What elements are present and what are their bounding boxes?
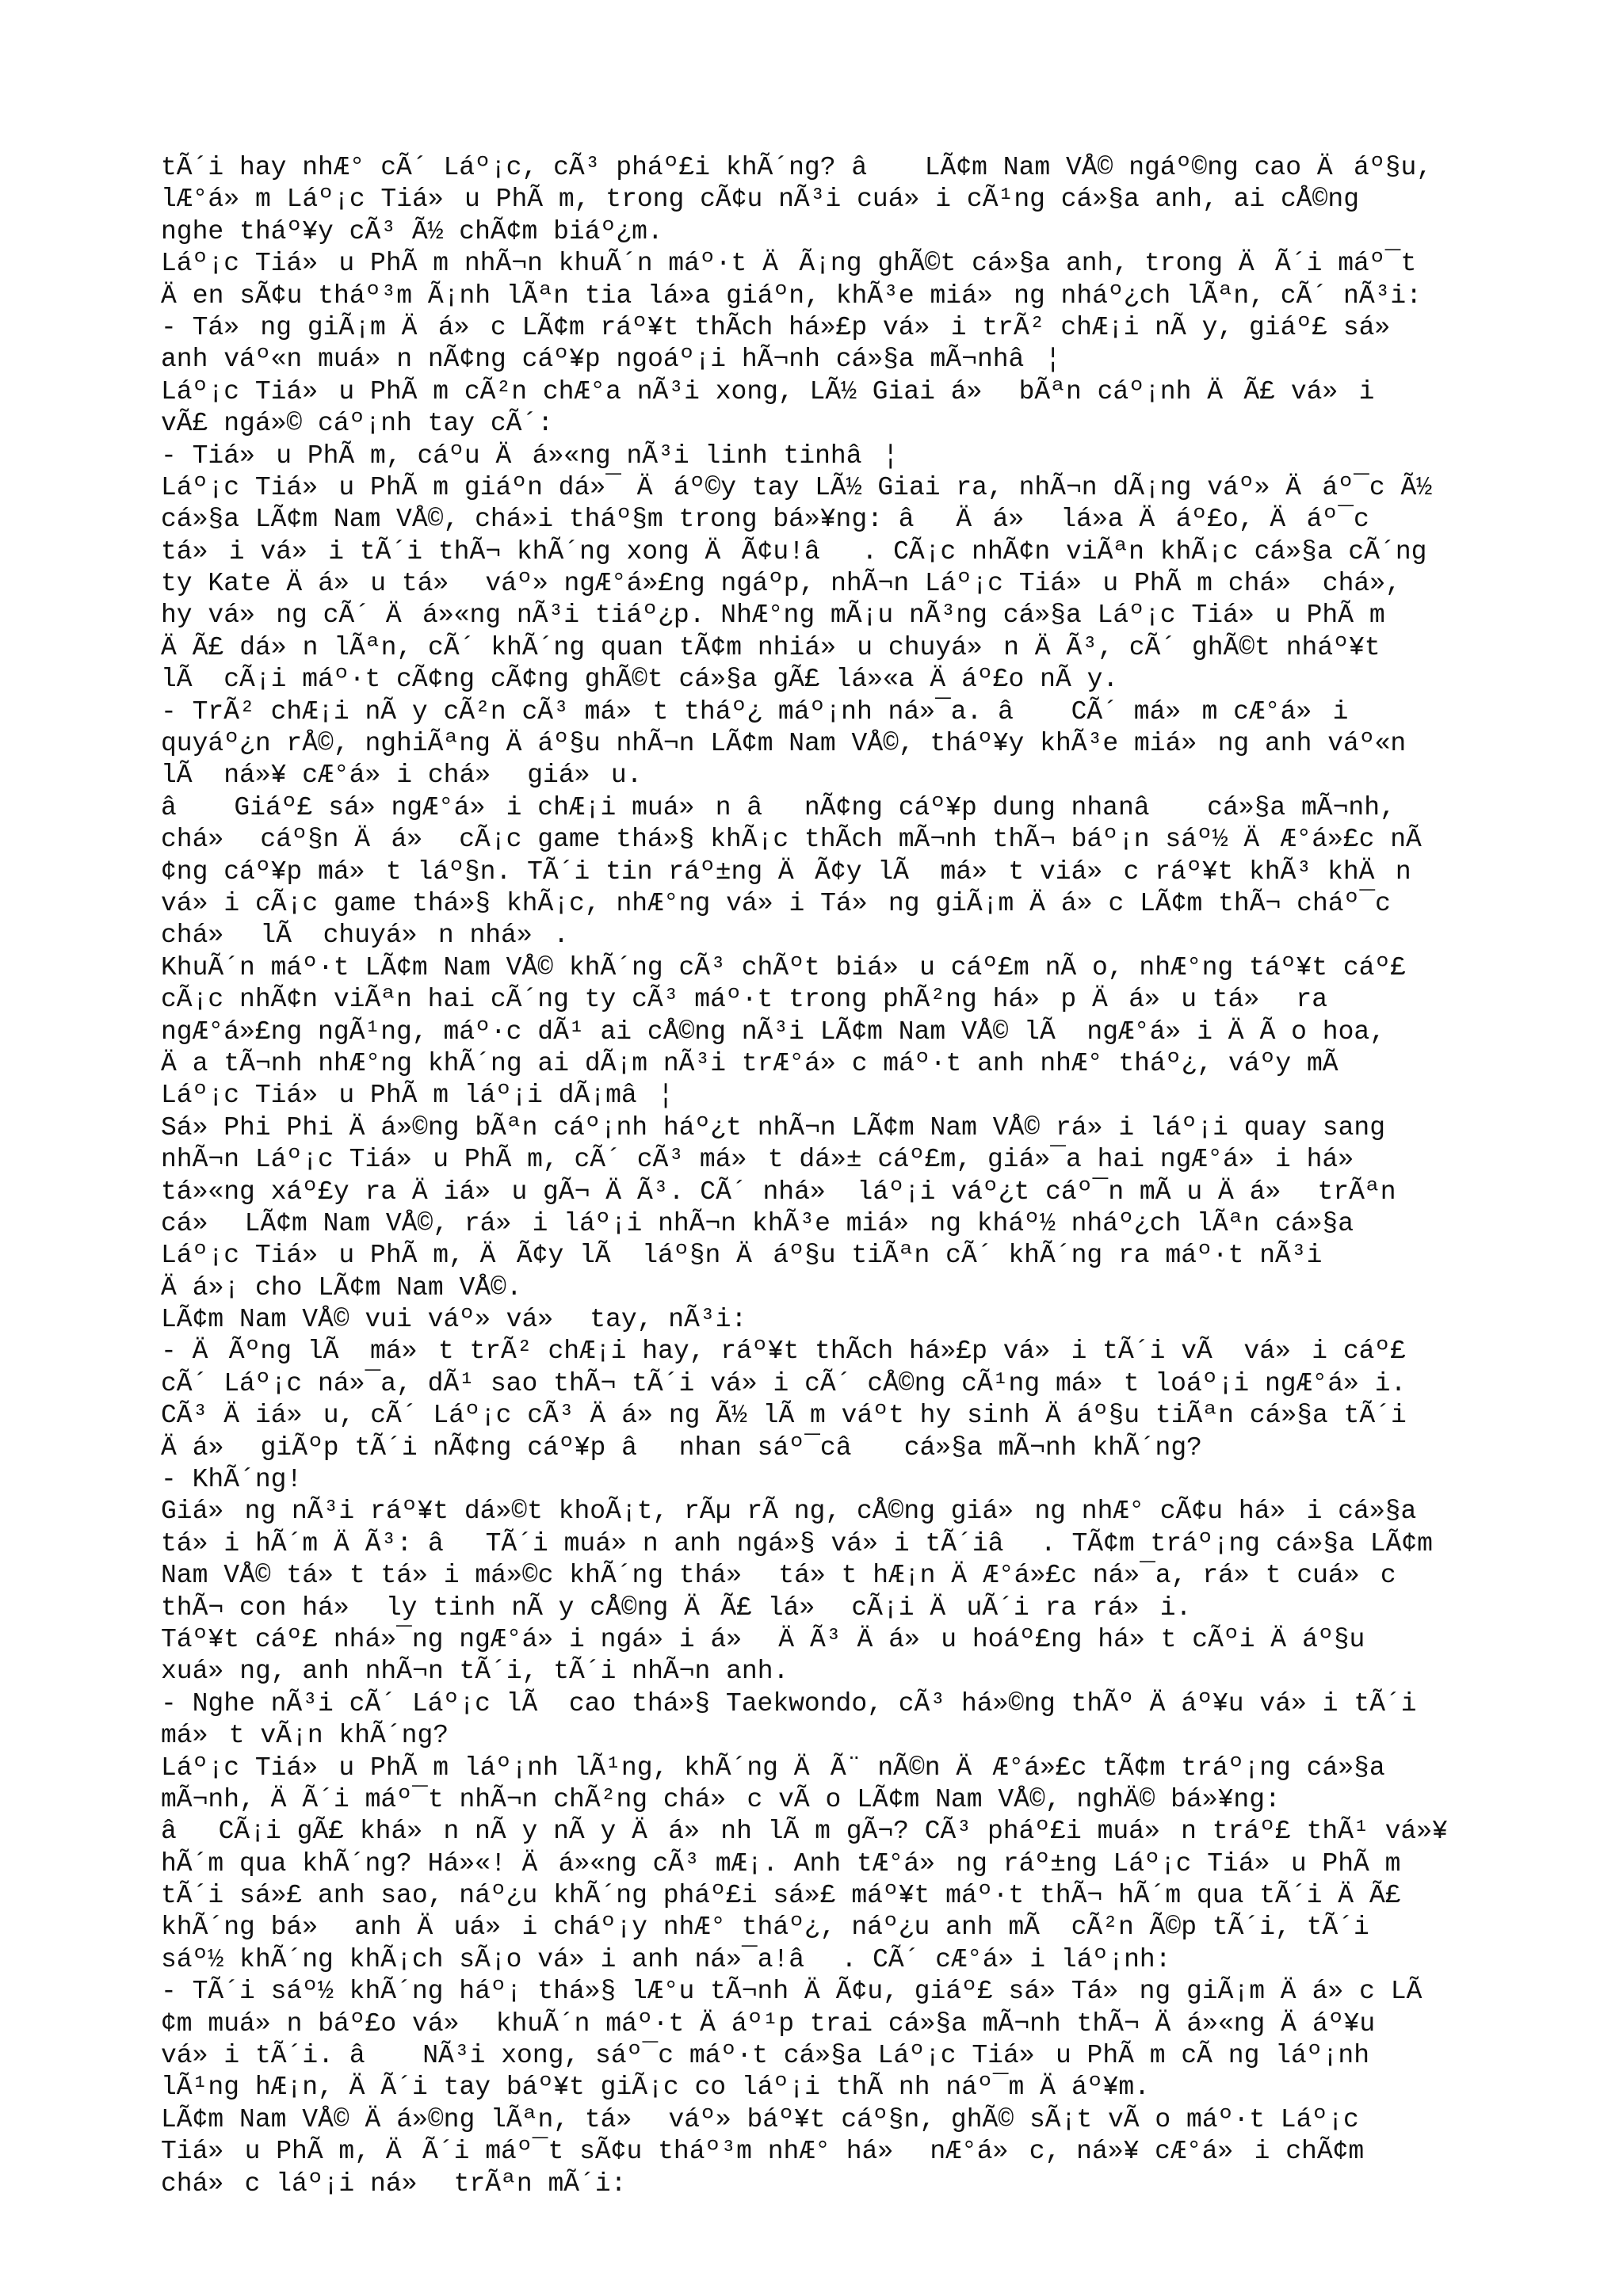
- text-line: - TrÃ² chÆ¡i nÃ y cÃ²n cÃ³ má»t tháº¿ máº¡nh ná»¯a. â CÃ´ má»m cÆ°á»i: [161, 696, 1349, 727]
- text-line: - Tá»ng giÃ¡m Äá»c LÃ¢m ráº¥t thÃch há»£p vá»i trÃ² chÆ¡i nÃ y, giáº£ sá»: [161, 312, 1391, 342]
- document-page: [161, 152, 1468, 2200]
- text-line: thÃ¬ con há» ly tinh nÃ y cÅ©ng ÄÃ£ lá» cÃ¡i ÄuÃ´i ra rá»i.: [161, 1592, 1192, 1623]
- text-line: nhÃ¬n Láº¡c Tiá»u PhÃ m, cÃ´ cÃ³ má»t dá»± cáº£m, giá»¯a hai ngÆ°á»i há»: [161, 1145, 1375, 1175]
- text-line: Láº¡c Tiá»u PhÃ m láº¡nh lÃ¹ng, khÃ´ng ÄÃ¨ nÃ©n ÄÆ°á»£c tÃ¢m tráº¡ng cá»§a: [161, 1753, 1385, 1783]
- text-line: vá»i cÃ¡c game thá»§ khÃ¡c, nhÆ°ng vá»i Tá»ng giÃ¡m Äá»c LÃ¢m thÃ¬ cháº¯c: [161, 888, 1391, 918]
- text-line: lÃ cÃ¡i máº·t cÃ¢ng cÃ¢ng ghÃ©t cá»§a gÃ£ lá»«a Äáº£o nÃ y.: [161, 665, 1119, 695]
- text-line: lÃ ná»¥ cÆ°á»i chá» giá» u.: [161, 761, 643, 791]
- text-line: ¢m muá»n báº£o vá» khuÃ´n máº·t Äáº¹p trai cá»§a mÃ¬nh thÃ¬ Äá»«ng Äáº¥u: [161, 2008, 1376, 2039]
- text-line: - Tiá»u PhÃ m, cáºu Äá»«ng nÃ³i linh tinhâ¦: [161, 441, 899, 471]
- text-line: â Giáº£ sá» ngÆ°á»i chÆ¡i muá»n ânÃ¢ng cáº¥p dung nhanâ cá»§a mÃ¬nh,: [161, 792, 1396, 822]
- text-line: Äa tÃ¬nh nhÆ°ng khÃ´ng ai dÃ¡m nÃ³i trÆ°á»c máº·t anh nhÆ° tháº¿, váºy mÃ: [161, 1048, 1338, 1078]
- text-line: khÃ´ng bá» anh Äuá»i cháº¡y nhÆ° tháº¿, náº¿u anh mÃ cÃ²n Ã©p tÃ´i, tÃ´i: [161, 1913, 1369, 1943]
- text-line: cá» LÃ¢m Nam VÅ©, rá»i láº¡i nhÃ¬n khÃ³e miá»ng kháº½ nháº¿ch lÃªn cá»§a: [161, 1208, 1354, 1238]
- text-line: - KhÃ´ng!: [161, 1465, 303, 1495]
- text-line: LÃ¢m Nam VÅ© vui váº» vá» tay, nÃ³i:: [161, 1305, 747, 1335]
- text-line: tá»i hÃ´m ÄÃ³: âTÃ´i muá»n anh ngá»§ vá»i tÃ´iâ. TÃ¢m tráº¡ng cá»§a LÃ¢m: [161, 1528, 1433, 1558]
- text-line: âCÃ¡i gÃ£ khá»n nÃ y nÃ y Äá»nh lÃ m gÃ¬? CÃ³ pháº£i muá»n tráº£ thÃ¹ vá»¥: [161, 1817, 1448, 1847]
- text-line: vá»i tÃ´i. â NÃ³i xong, sáº¯c máº·t cá»§a Láº¡c Tiá»u PhÃ m cÃ ng láº¡nh: [161, 2041, 1370, 2071]
- text-line: lÆ°á»m Láº¡c Tiá»u PhÃ m, trong cÃ¢u nÃ³i cuá»i cÃ¹ng cá»§a anh, ai cÅ©ng: [161, 185, 1359, 215]
- text-line: chá» lÃ chuyá»n nhá».: [161, 921, 569, 951]
- text-line: - TÃ´i sáº½ khÃ´ng háº¡ thá»§ lÆ°u tÃ¬nh ÄÃ¢u, giáº£ sá» Tá»ng giÃ¡m Äá»c LÃ: [161, 1977, 1423, 2007]
- text-line: cÃ¡c nhÃ¢n viÃªn hai cÃ´ng ty cÃ³ máº·t trong phÃ²ng há»p Äá»u tá» ra: [161, 985, 1328, 1015]
- text-line: hy vá»ng cÃ´ Äá»«ng nÃ³i tiáº¿p. NhÆ°ng mÃ¡u nÃ³ng cá»§a Láº¡c Tiá»u PhÃ m: [161, 601, 1385, 631]
- text-line: tÃ´i hay nhÆ° cÃ´ Láº¡c, cÃ³ pháº£i khÃ´ng? â LÃ¢m Nam VÅ© ngáº©ng cao Äáº§u,: [161, 153, 1433, 182]
- text-line: tá»i vá»i tÃ´i thÃ¬ khÃ´ng xong ÄÃ¢u!â. CÃ¡c nhÃ¢n viÃªn khÃ¡c cá»§a cÃ´ng: [161, 536, 1427, 566]
- text-line: sáº½ khÃ´ng khÃ¡ch sÃ¡o vá»i anh ná»¯a!â. CÃ´ cÆ°á»i láº¡nh:: [161, 1944, 1171, 1974]
- text-line: Láº¡c Tiá»u PhÃ m, ÄÃ¢y lÃ láº§n Äáº§u tiÃªn cÃ´ khÃ´ng ra máº·t nÃ³i: [161, 1241, 1323, 1271]
- text-line: cá»§a LÃ¢m Nam VÅ©, chá»i tháº§m trong bá»¥ng: âÄá» lá»a Äáº£o, Äáº¯c: [161, 505, 1369, 535]
- text-line: nghe tháº¥y cÃ³ Ã½ chÃ¢m biáº¿m.: [161, 216, 663, 246]
- text-line: Táº¥t cáº£ nhá»¯ng ngÆ°á»i ngá»i á» ÄÃ³ Äá»u hoáº£ng há»t cÃºi Äáº§u: [161, 1624, 1365, 1654]
- text-line: chá»c láº¡i ná» trÃªn mÃ´i:: [161, 2168, 627, 2199]
- text-line: xuá»ng, anh nhÃ¬n tÃ´i, tÃ´i nhÃ¬n anh.: [161, 1657, 789, 1687]
- text-line: chá» cáº§n Äá» cÃ¡c game thá»§ khÃ¡c thÃch mÃ¬nh thÃ¬ báº¡n sáº½ ÄÆ°á»£c nÃ: [161, 825, 1422, 855]
- text-line: ngÆ°á»£ng ngÃ¹ng, máº·c dÃ¹ ai cÅ©ng nÃ³i LÃ¢m Nam VÅ© lÃ ngÆ°á»i ÄÃ o hoa,: [161, 1016, 1386, 1047]
- text-line: ty Kate Äá»u tá» váº» ngÆ°á»£ng ngáºp, nhÃ¬n Láº¡c Tiá»u PhÃ m chá» chá»,: [161, 569, 1401, 599]
- text-line: Tiá»u PhÃ m, ÄÃ´i máº¯t sÃ¢u tháº³m nhÆ° há» nÆ°á»c, ná»¥ cÆ°á»i chÃ¢m: [161, 2137, 1365, 2167]
- text-line: KhuÃ´n máº·t LÃ¢m Nam VÅ© khÃ´ng cÃ³ chÃºt biá»u cáº£m nÃ o, nhÆ°ng táº¥t cáº£: [161, 952, 1407, 982]
- text-line: CÃ³ Äiá»u, cÃ´ Láº¡c cÃ³ Äá»ng Ã½ lÃ m váºt hy sinh Äáº§u tiÃªn cá»§a tÃ´i: [161, 1401, 1407, 1431]
- text-line: Sá» Phi Phi Äá»©ng bÃªn cáº¡nh háº¿t nhÃ¬n LÃ¢m Nam VÅ© rá»i láº¡i quay sang: [161, 1112, 1386, 1142]
- text-line: Äá»¡ cho LÃ¢m Nam VÅ©.: [161, 1272, 522, 1302]
- text-line: ÄÃ£ dá»n lÃªn, cÃ´ khÃ´ng quan tÃ¢m nhiá»u chuyá»n ÄÃ³, cÃ´ ghÃ©t nháº¥t: [161, 632, 1381, 662]
- text-line: cÃ´ Láº¡c ná»¯a, dÃ¹ sao thÃ¬ tÃ´i vá»i cÃ´ cÅ©ng cÃ¹ng má»t loáº¡i ngÆ°á»i.: [161, 1368, 1407, 1398]
- text-line: mÃ¬nh, ÄÃ´i máº¯t nhÃ¬n chÃ²ng chá»c vÃ o LÃ¢m Nam VÅ©, nghÄ© bá»¥ng:: [161, 1784, 1281, 1814]
- text-line: - Nghe nÃ³i cÃ´ Láº¡c lÃ cao thá»§ Taekwondo, cÃ³ há»©ng thÃº Äáº¥u vá»i tÃ´i: [161, 1688, 1417, 1718]
- text-line: anh váº«n muá»n nÃ¢ng cáº¥p ngoáº¡i hÃ¬nh cá»§a mÃ¬nhâ¦: [161, 345, 1061, 375]
- text-line: má»t vÃ¡n khÃ´ng?: [161, 1721, 449, 1751]
- text-line: hÃ´m qua khÃ´ng? Há»«! Äá»«ng cÃ³ mÆ¡. Anh tÆ°á»ng ráº±ng Láº¡c Tiá»u PhÃ m: [161, 1848, 1401, 1878]
- text-line: Láº¡c Tiá»u PhÃ m giáºn dá»¯ Äáº©y tay LÃ½ Giai ra, nhÃ¬n dÃ¡ng váº» Äáº¯c Ã½: [161, 472, 1433, 502]
- text-line: vÃ£ ngá»© cáº¡nh tay cÃ´:: [161, 409, 554, 439]
- text-line: Láº¡c Tiá»u PhÃ m láº¡i dÃ¡mâ¦: [161, 1081, 674, 1111]
- text-line: - ÄÃºng lÃ má»t trÃ² chÆ¡i hay, ráº¥t thÃch há»£p vá»i tÃ´i vÃ vá»i cáº£: [161, 1337, 1407, 1367]
- text-line: lÃ¹ng hÆ¡n, ÄÃ´i tay báº¥t giÃ¡c co láº¡i thÃ nh náº¯m Äáº¥m.: [161, 2073, 1150, 2103]
- text-line: Äá» giÃºp tÃ´i nÃ¢ng cáº¥p ânhan sáº¯câ cá»§a mÃ¬nh khÃ´ng?: [161, 1432, 1202, 1463]
- text-line: tÃ´i sá»£ anh sao, náº¿u khÃ´ng pháº£i sá»£ máº¥t máº·t thÃ¬ hÃ´m qua tÃ´i ÄÃ£: [161, 1881, 1401, 1911]
- text-line: Láº¡c Tiá»u PhÃ m nhÃ¬n khuÃ´n máº·t ÄÃ¡ng ghÃ©t cá»§a anh, trong ÄÃ´i máº¯t: [161, 249, 1417, 279]
- text-line: quyáº¿n rÅ©, nghiÃªng Äáº§u nhÃ¬n LÃ¢m Nam VÅ©, tháº¥y khÃ³e miá»ng anh váº«n: [161, 729, 1407, 759]
- text-line: LÃ¢m Nam VÅ© Äá»©ng lÃªn, tá» váº» báº¥t cáº§n, ghÃ© sÃ¡t vÃ o máº·t Láº¡c: [161, 2104, 1359, 2134]
- text-line: tá»«ng xáº£y ra Äiá»u gÃ¬ ÄÃ³. CÃ´ nhá» láº¡i váº¿t cáº¯n mÃ u Äá» trÃªn: [161, 1177, 1396, 1207]
- text-line: ¢ng cáº¥p má»t láº§n. TÃ´i tin ráº±ng ÄÃ¢y lÃ má»t viá»c ráº¥t khÃ³ khÄn: [161, 856, 1411, 887]
- text-line: Giá»ng nÃ³i ráº¥t dá»©t khoÃ¡t, rÃµ rÃ ng, cÅ©ng giá»ng nhÆ° cÃ¢u há»i cá»§a: [161, 1497, 1417, 1527]
- text-line: Nam VÅ© tá»t tá»i má»©c khÃ´ng thá» tá»t hÆ¡n ÄÆ°á»£c ná»¯a, rá»t cuá»c: [161, 1561, 1396, 1591]
- text-line: Láº¡c Tiá»u PhÃ m cÃ²n chÆ°a nÃ³i xong, LÃ½ Giai á» bÃªn cáº¡nh ÄÃ£ vá»i: [161, 376, 1375, 406]
- text-line: Äen sÃ¢u tháº³m Ã¡nh lÃªn tia lá»a giáºn, khÃ³e miá»ng nháº¿ch lÃªn, cÃ´ nÃ³i:: [161, 280, 1423, 311]
